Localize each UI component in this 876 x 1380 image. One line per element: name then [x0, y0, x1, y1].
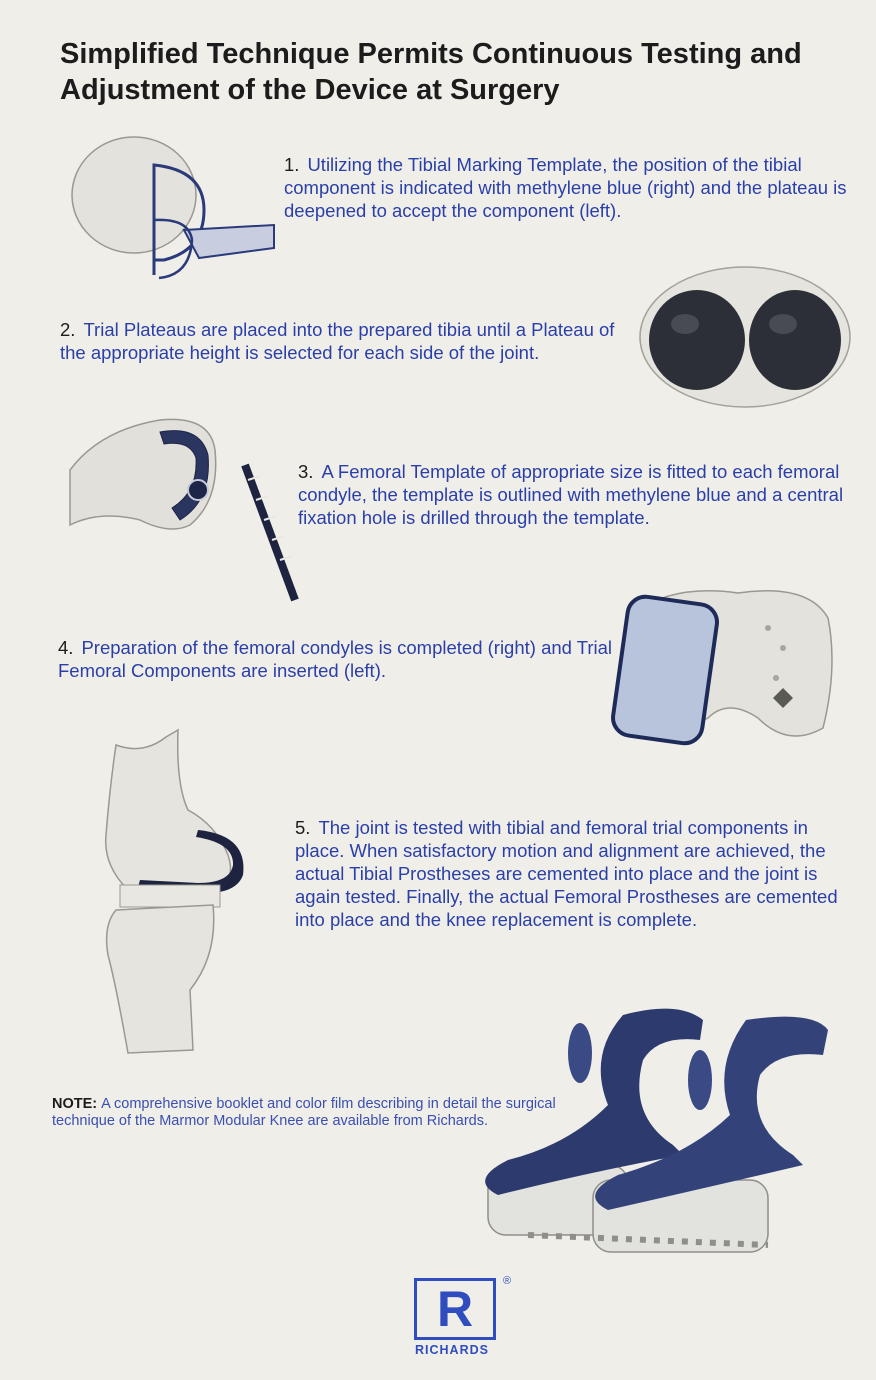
- logo-box: [414, 1275, 512, 1340]
- step-1-text: Utilizing the Tibial Marking Template, the position of the tibial component is indicated with methylene blue (right) and the plateau is deepened to accept the component (left).: [284, 154, 847, 221]
- step-2: [60, 318, 630, 364]
- step-4: [58, 636, 618, 682]
- step-2-text: Trial Plateaus are placed into the prepared tibia until a Plateau of the appropriate height is selected for each side of the joint.: [60, 319, 615, 363]
- tibial-marking-template-illustration: [64, 130, 279, 290]
- page-title: Simplified Technique Permits Continuous Testing and Adjustment of the Device at Surgery: [60, 38, 802, 106]
- trial-plateaus-illustration: [635, 262, 855, 412]
- registered-mark: ®: [503, 1275, 512, 1287]
- step-4-text: Preparation of the femoral condyles is completed (right) and Trial Femoral Components are inserted (left).: [58, 637, 613, 681]
- note-text: A comprehensive booklet and color film describing in detail the surgical technique of the Marmor Modular Knee are available from Richards.: [52, 1096, 556, 1129]
- step-3-number: 3.: [298, 461, 314, 482]
- logo-name: RICHARDS: [415, 1343, 489, 1357]
- knee-joint-illustration: [98, 725, 268, 1055]
- step-1: [284, 153, 864, 222]
- step-5-number: 5.: [295, 817, 311, 838]
- femoral-condyles-illustration: [608, 578, 838, 748]
- step-3: [298, 460, 863, 529]
- step-2-number: 2.: [60, 319, 76, 340]
- richards-logo: [410, 1275, 512, 1357]
- logo-letter: R: [436, 1281, 474, 1337]
- step-5: [295, 816, 855, 931]
- note-label: NOTE:: [52, 1096, 98, 1112]
- step-1-number: 1.: [284, 154, 300, 175]
- step-4-number: 4.: [58, 637, 74, 658]
- femoral-template-illustration: [60, 410, 300, 610]
- step-5-text: The joint is tested with tibial and femoral trial components in place. When satisfactory motion and alignment are achieved, the actual Tibial Prostheses are cemented into place and the joint is again tested. Finally, the actual Femoral Prostheses are cemented into place and the knee replacement is complete.: [295, 817, 838, 930]
- step-3-text: A Femoral Template of appropriate size is fitted to each femoral condyle, the template is outlined with methylene blue and a central fixation hole is drilled through the template.: [298, 461, 844, 528]
- note-block: [52, 1096, 572, 1130]
